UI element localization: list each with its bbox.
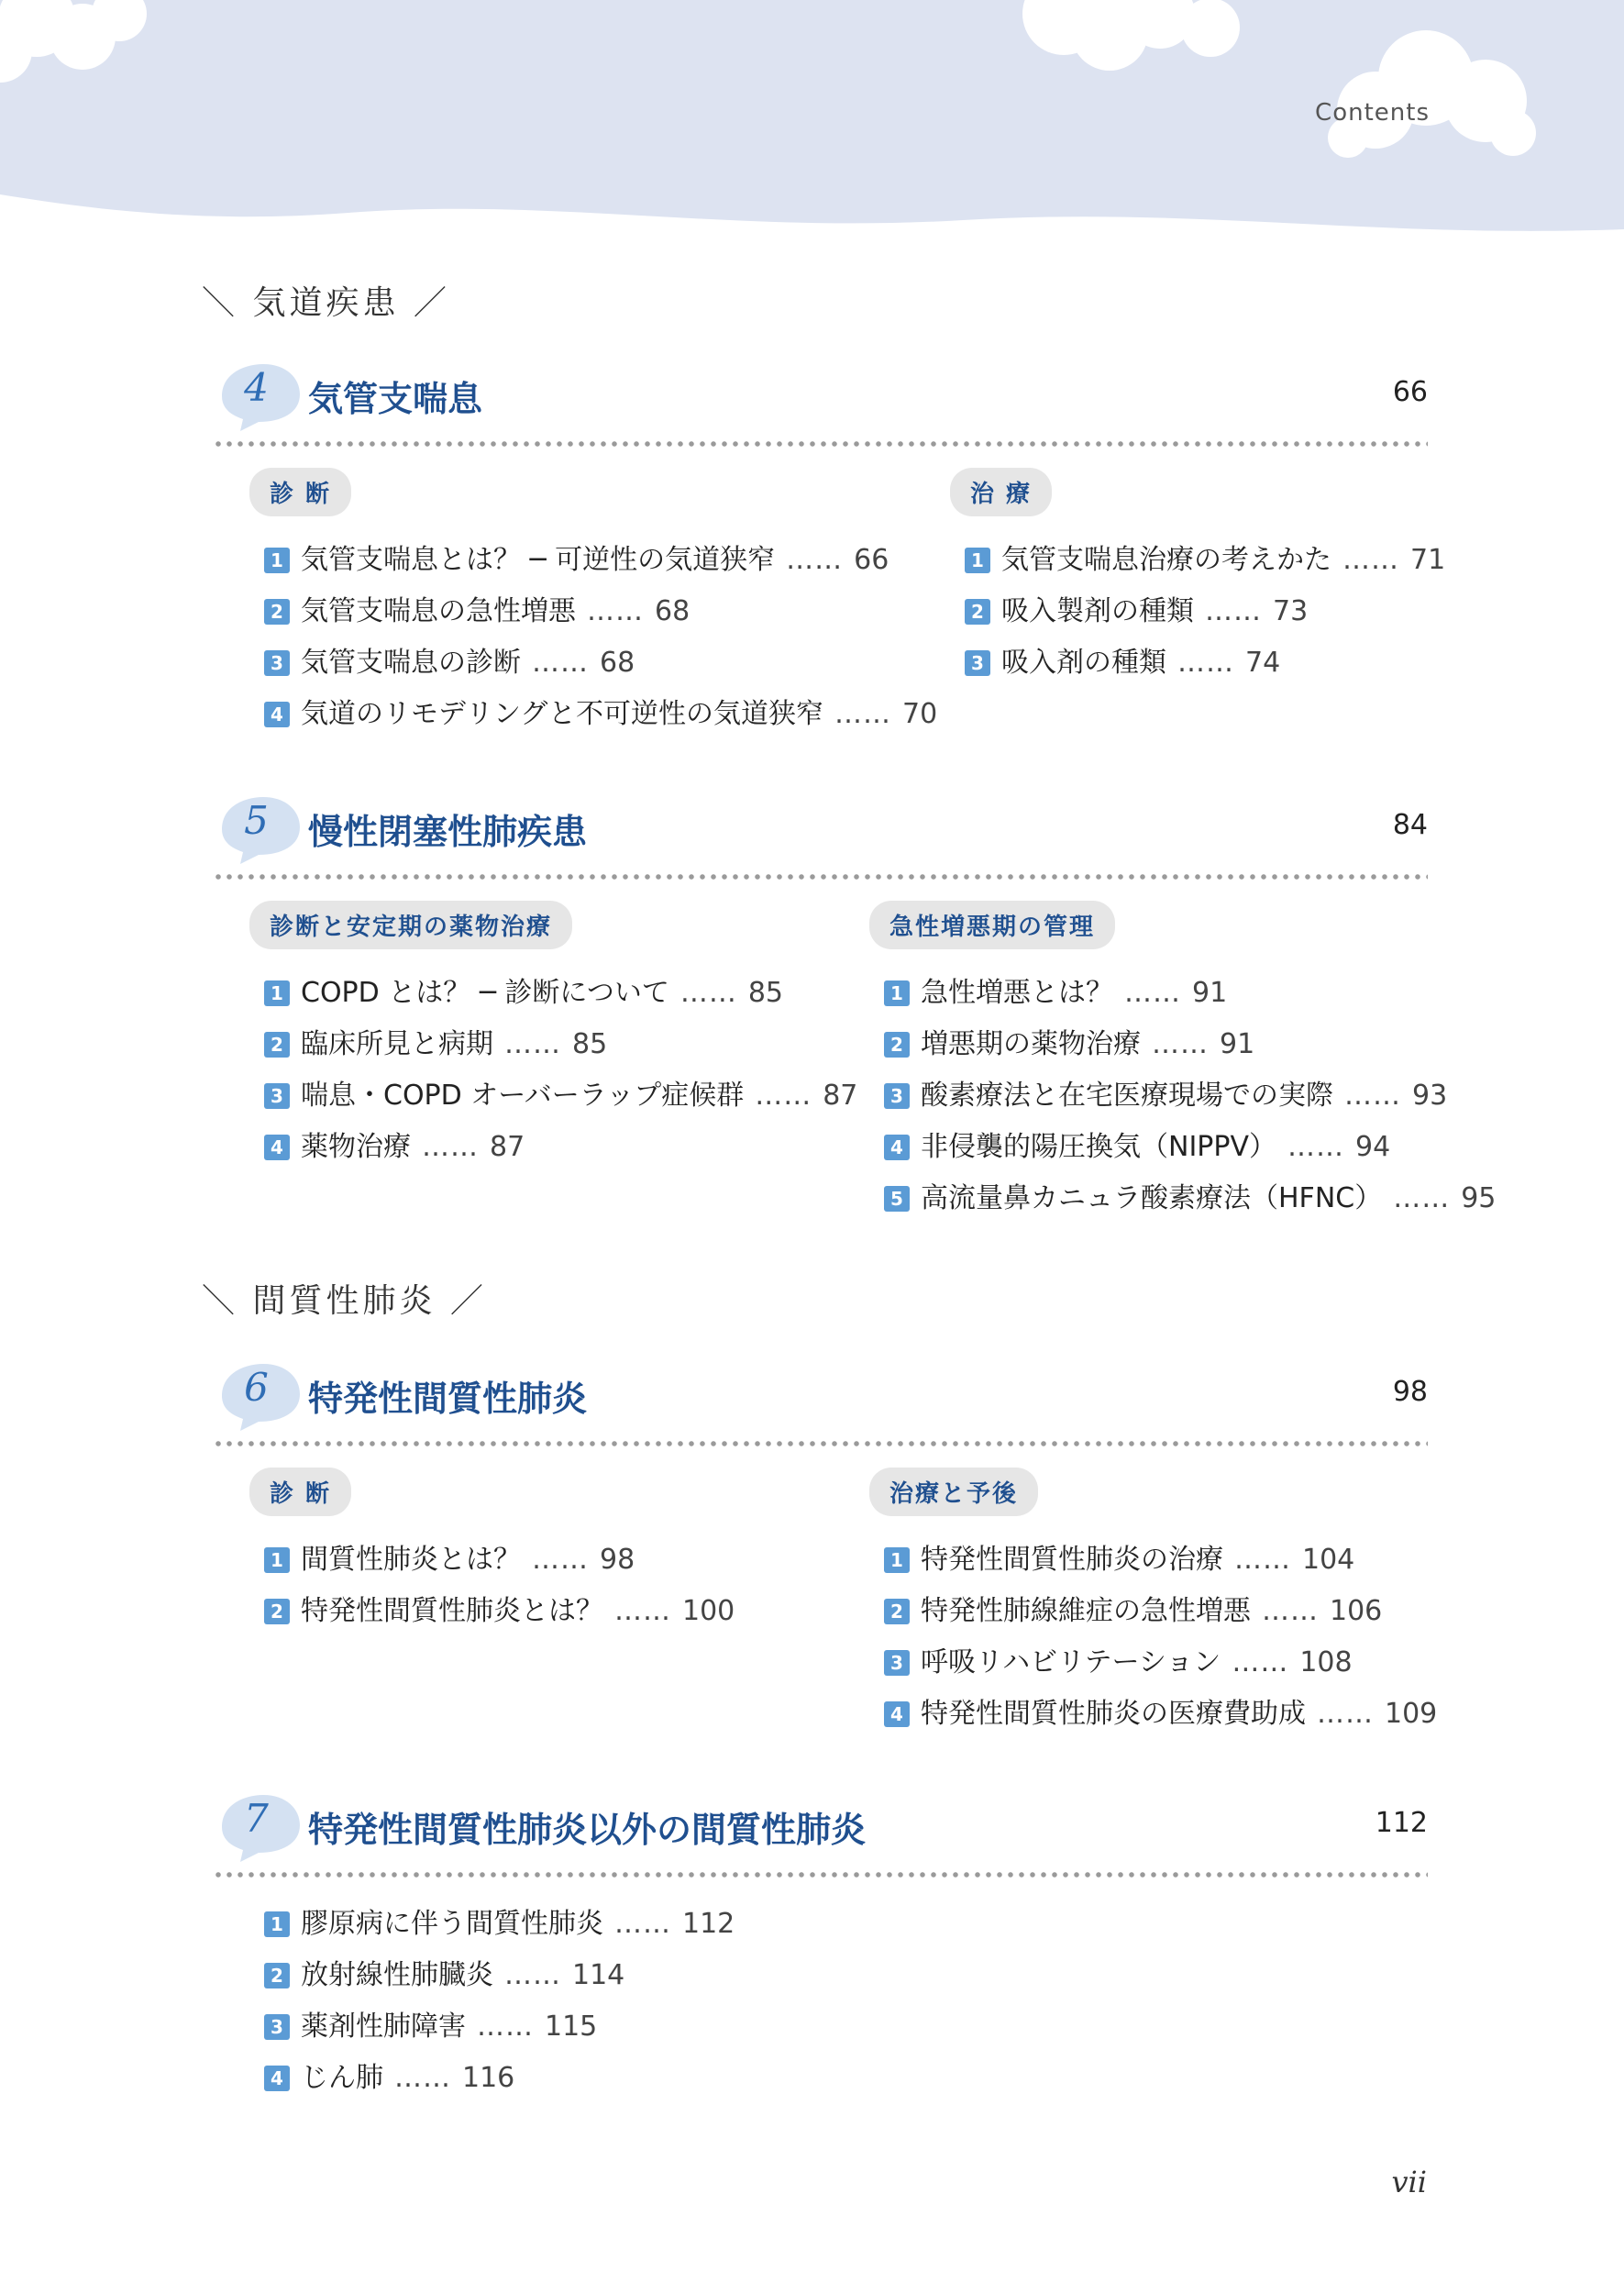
item-page: 108: [1299, 1646, 1353, 1678]
toc-item[interactable]: [264, 1950, 735, 2001]
toc-item[interactable]: [264, 535, 937, 586]
leader-dots: ……: [1342, 544, 1399, 576]
toc-item[interactable]: [884, 1534, 1437, 1586]
chapter-4: [213, 360, 1446, 743]
dotted-divider: [213, 1440, 1428, 1447]
toc-item[interactable]: [264, 689, 937, 740]
item-page: 85: [572, 1028, 608, 1060]
item-number-badge: 2: [965, 599, 990, 625]
item-title: 吸入製剤の種類: [1001, 595, 1194, 627]
column-treatment-prognosis: [833, 1468, 1437, 1740]
toc-item[interactable]: [884, 1689, 1437, 1740]
leader-dots: ……: [1124, 977, 1181, 1009]
leader-dots: ……: [1177, 647, 1234, 679]
leader-dots: ……: [755, 1080, 812, 1112]
toc-item[interactable]: [264, 1122, 857, 1173]
leader-dots: ……: [614, 1595, 671, 1627]
part-heading-airway: ＼ 気道疾患 ／: [202, 284, 450, 322]
header-label: Contents: [1315, 99, 1430, 127]
toc-item[interactable]: [884, 1173, 1496, 1224]
column-diagnosis: [213, 1468, 735, 1637]
item-title: 間質性肺炎とは？: [301, 1544, 521, 1576]
item-page: 70: [902, 698, 938, 730]
item-page: 95: [1461, 1182, 1497, 1214]
toc-item[interactable]: [965, 535, 1445, 586]
item-number-badge: 1: [965, 548, 990, 573]
item-page: 87: [823, 1080, 858, 1112]
item-number-badge: 1: [264, 1547, 290, 1573]
item-title: 膠原病に伴う間質性肺炎: [301, 1908, 603, 1940]
part-title: 間質性肺炎: [252, 1282, 436, 1320]
item-number-badge: 2: [884, 1599, 910, 1624]
section-pill: 診 断: [249, 468, 351, 516]
chapter-number: 6: [244, 1365, 269, 1410]
item-title: 吸入剤の種類: [1001, 647, 1166, 679]
item-page: 106: [1330, 1595, 1383, 1627]
item-page: 91: [1192, 977, 1228, 1009]
leader-dots: ……: [394, 2062, 451, 2094]
toc-item[interactable]: [965, 637, 1445, 689]
toc-item[interactable]: [884, 968, 1496, 1019]
item-number-badge: 2: [264, 1032, 290, 1058]
chapter-number: 7: [244, 1796, 269, 1841]
item-title: 臨床所見と病期: [301, 1028, 493, 1060]
item-title: 薬物治療: [301, 1131, 411, 1163]
chapter-title[interactable]: 特発性間質性肺炎以外の間質性肺炎: [308, 1810, 867, 1850]
item-number-badge: 4: [264, 1135, 290, 1160]
leader-dots: ……: [532, 1544, 589, 1576]
item-number-badge: 4: [884, 1701, 910, 1727]
dotted-divider: [213, 440, 1428, 448]
item-page: 66: [854, 544, 889, 576]
item-number-badge: 5: [884, 1186, 910, 1212]
item-title: 特発性間質性肺炎の治療: [921, 1544, 1223, 1576]
item-title: 高流量鼻カニュラ酸素療法（HFNC）: [921, 1182, 1383, 1214]
leader-dots: ……: [532, 647, 589, 679]
toc-item[interactable]: [884, 1586, 1437, 1637]
toc-item[interactable]: [264, 1070, 857, 1122]
item-page: 112: [682, 1908, 735, 1940]
chapter-page: 66: [1392, 376, 1428, 408]
toc-item[interactable]: [264, 968, 857, 1019]
leader-dots: ……: [504, 1028, 561, 1060]
item-number-badge: 3: [884, 1083, 910, 1109]
part-title: 気道疾患: [252, 284, 400, 322]
item-number-badge: 3: [264, 1083, 290, 1109]
leader-dots: ……: [1344, 1080, 1401, 1112]
section-pill: 治療と予後: [869, 1468, 1038, 1516]
item-number-badge: 4: [264, 2066, 290, 2091]
column-exacerbation: [833, 901, 1496, 1224]
item-title: 特発性間質性肺炎の医療費助成: [921, 1698, 1306, 1730]
chapter-number: 5: [244, 798, 269, 843]
item-page: 71: [1410, 544, 1446, 576]
item-page: 74: [1245, 647, 1281, 679]
column-diagnosis: [213, 468, 937, 740]
item-page: 116: [462, 2062, 515, 2094]
toc-item[interactable]: [264, 2053, 735, 2104]
item-number-badge: 1: [264, 548, 290, 573]
item-number-badge: 1: [884, 980, 910, 1006]
column-treatment: [913, 468, 1445, 689]
item-page: 91: [1220, 1028, 1255, 1060]
item-number-badge: 2: [264, 599, 290, 625]
toc-item[interactable]: [884, 1637, 1437, 1689]
section-pill: 診 断: [249, 1468, 351, 1516]
chapter-number: 4: [244, 365, 269, 410]
leader-dots: ……: [1234, 1544, 1291, 1576]
item-page: 100: [682, 1595, 735, 1627]
leader-dots: ……: [1393, 1182, 1451, 1214]
chapter-page: 84: [1392, 809, 1428, 841]
toc-item[interactable]: [965, 586, 1445, 637]
leader-dots: ……: [679, 977, 737, 1009]
item-number-badge: 2: [264, 1599, 290, 1624]
leader-dots: ……: [422, 1131, 479, 1163]
item-number-badge: 1: [264, 1911, 290, 1937]
section-pill: 治 療: [950, 468, 1052, 516]
item-page: 104: [1302, 1544, 1355, 1576]
leader-dots: ……: [504, 1959, 561, 1991]
item-title: 急性増悪とは？: [921, 977, 1113, 1009]
leader-dots: ……: [1205, 595, 1262, 627]
toc-item[interactable]: [264, 1899, 735, 1950]
leader-dots: ……: [587, 595, 644, 627]
chapter-page: 112: [1375, 1807, 1428, 1839]
item-page: 87: [490, 1131, 525, 1163]
column-items: [213, 1899, 735, 2104]
item-page: 73: [1273, 595, 1309, 627]
toc-item[interactable]: [884, 1019, 1496, 1070]
dotted-divider: [213, 873, 1428, 881]
dotted-divider: [213, 1871, 1428, 1878]
leader-dots: ……: [786, 544, 844, 576]
item-title: 呼吸リハビリテーション: [921, 1646, 1221, 1678]
leader-dots: ……: [614, 1908, 671, 1940]
item-title: 気管支喘息の診断: [301, 647, 521, 679]
item-page: 115: [545, 2011, 598, 2043]
page-folio: vii: [1391, 2165, 1427, 2199]
item-title: 薬剤性肺障害: [301, 2011, 466, 2043]
item-number-badge: 2: [264, 1963, 290, 1988]
chapter-7: [213, 1790, 1428, 2137]
item-page: 85: [747, 977, 784, 1009]
item-title: COPD とは？ ─ 診断について: [301, 977, 669, 1009]
item-title: 気管支喘息治療の考えかた: [1001, 544, 1331, 576]
item-page: 94: [1355, 1131, 1391, 1163]
item-title: 非侵襲的陽圧換気（NIPPV）: [921, 1131, 1276, 1163]
item-number-badge: 2: [884, 1032, 910, 1058]
item-page: 109: [1385, 1698, 1438, 1730]
item-number-badge: 3: [264, 650, 290, 676]
leader-dots: ……: [477, 2011, 534, 2043]
item-number-badge: 3: [965, 650, 990, 676]
item-title: 特発性間質性肺炎とは？: [301, 1595, 603, 1627]
toc-item[interactable]: [264, 2001, 735, 2053]
toc-item[interactable]: [884, 1070, 1496, 1122]
part-heading-interstitial: ＼ 間質性肺炎 ／: [202, 1282, 487, 1320]
item-page: 114: [572, 1959, 625, 1991]
leader-dots: ……: [1232, 1646, 1289, 1678]
item-title: 喘息・COPD オーバーラップ症候群: [301, 1080, 745, 1112]
item-page: 98: [600, 1544, 635, 1576]
chapter-6: [213, 1359, 1438, 1743]
chapter-title[interactable]: 気管支喘息: [308, 379, 483, 419]
toc-item[interactable]: [264, 1586, 735, 1637]
section-pill: 診断と安定期の薬物治療: [249, 901, 572, 949]
item-title: 気管支喘息とは？ ─ 可逆性の気道狭窄: [301, 544, 776, 576]
column-diagnosis-stable: [213, 901, 857, 1173]
toc-item[interactable]: [264, 586, 937, 637]
toc-item[interactable]: [264, 1534, 735, 1586]
item-title: 特発性肺線維症の急性増悪: [921, 1595, 1251, 1627]
item-title: 気管支喘息の急性増悪: [301, 595, 576, 627]
section-pill: 急性増悪期の管理: [869, 901, 1115, 949]
leader-dots: ……: [1262, 1595, 1319, 1627]
item-page: 93: [1412, 1080, 1448, 1112]
leader-dots: ……: [1317, 1698, 1374, 1730]
item-title: 気道のリモデリングと不可逆性の気道狭窄: [301, 698, 823, 730]
item-title: 増悪期の薬物治療: [921, 1028, 1141, 1060]
item-number-badge: 1: [264, 980, 290, 1006]
toc-item[interactable]: [264, 637, 937, 689]
chapter-5: [213, 792, 1497, 1231]
item-page: 68: [600, 647, 635, 679]
chapter-title[interactable]: 慢性閉塞性肺疾患: [308, 812, 588, 852]
leader-dots: ……: [1287, 1131, 1344, 1163]
item-number-badge: 3: [264, 2014, 290, 2040]
item-title: 酸素療法と在宅医療現場での実際: [921, 1080, 1333, 1112]
item-number-badge: 4: [264, 702, 290, 727]
item-title: 放射線性肺臓炎: [301, 1959, 493, 1991]
toc-item[interactable]: [884, 1122, 1496, 1173]
chapter-page: 98: [1392, 1376, 1428, 1408]
item-page: 68: [655, 595, 690, 627]
item-title: じん肺: [301, 2062, 383, 2094]
item-number-badge: 4: [884, 1135, 910, 1160]
chapter-title[interactable]: 特発性間質性肺炎: [308, 1379, 588, 1419]
toc-item[interactable]: [264, 1019, 857, 1070]
item-number-badge: 3: [884, 1650, 910, 1676]
item-number-badge: 1: [884, 1547, 910, 1573]
leader-dots: ……: [834, 698, 891, 730]
leader-dots: ……: [1152, 1028, 1209, 1060]
